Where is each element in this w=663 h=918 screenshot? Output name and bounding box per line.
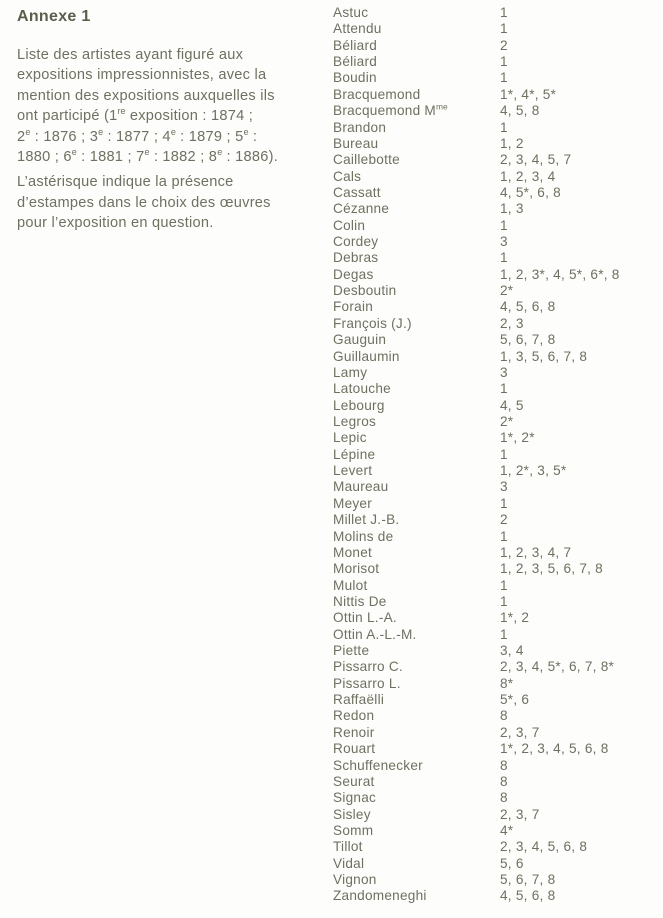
- table-row: [333, 627, 653, 643]
- artist-name: Brandon: [333, 119, 387, 135]
- exhibition-numbers: 5, 6: [500, 855, 524, 871]
- artist-name: Zandomeneghi: [333, 888, 427, 904]
- artist-name: Mulot: [333, 577, 368, 593]
- artist-name: Piette: [333, 643, 370, 659]
- artist-name: Morisot: [333, 561, 380, 577]
- artist-name: Legros: [333, 413, 377, 429]
- exhibition-numbers: 1: [500, 70, 508, 86]
- text-line: mention des expositions auxquelles ils: [17, 87, 275, 104]
- artist-name: Caillebotte: [333, 152, 400, 168]
- text-line: pour l’exposition en question.: [17, 215, 214, 232]
- exhibition-numbers: 1, 2: [500, 135, 524, 151]
- artist-table: [333, 5, 653, 905]
- table-row: [333, 185, 653, 201]
- artist-name: Boudin: [333, 70, 377, 86]
- table-row: [333, 561, 653, 577]
- table-row: [333, 741, 653, 757]
- artist-name: Bracquemond $M^{me}$: [333, 101, 448, 119]
- table-row: [333, 218, 653, 234]
- table-row: [333, 479, 653, 495]
- table-row: [333, 856, 653, 872]
- table-row: [333, 758, 653, 774]
- table-row: [333, 676, 653, 692]
- artist-name: Lepic: [333, 430, 367, 446]
- artist-name: Cézanne: [333, 201, 390, 217]
- table-row: [333, 790, 653, 806]
- text-line: L’astérisque indique la présence: [17, 174, 234, 191]
- exhibition-numbers: 8: [500, 773, 508, 789]
- table-row: [333, 398, 653, 414]
- table-row: [333, 807, 653, 823]
- exhibition-numbers: 1, 2, 3, 5, 6, 7, 8: [500, 561, 603, 577]
- artist-name: Cassatt: [333, 184, 381, 200]
- table-row: [333, 332, 653, 348]
- table-row: [333, 21, 653, 37]
- artist-name: Cals: [333, 168, 362, 184]
- table-row: [333, 430, 653, 446]
- table-row: [333, 349, 653, 365]
- exhibition-numbers: 8*: [500, 675, 514, 691]
- artist-name: Guillaumin: [333, 348, 400, 364]
- artist-name: Molins de: [333, 528, 394, 544]
- exhibition-numbers: 1, 2, 3, 4: [500, 168, 556, 184]
- artist-name: Levert: [333, 463, 373, 479]
- note-paragraph: [17, 172, 319, 233]
- artist-name: Pissarro L.: [333, 675, 401, 691]
- exhibition-numbers: 2, 3, 4, 5, 7: [500, 152, 572, 168]
- table-row: [333, 447, 653, 463]
- artist-name: Béliard: [333, 54, 378, 70]
- artist-name: Béliard: [333, 37, 378, 53]
- exhibition-numbers: 1: [500, 250, 508, 266]
- table-row: [333, 250, 653, 266]
- exhibition-numbers: 4, 5, 8: [500, 103, 540, 119]
- artist-name: Schuffenecker: [333, 757, 423, 773]
- exhibition-numbers: 1: [500, 528, 508, 544]
- exhibition-numbers: 8: [500, 757, 508, 773]
- table-row: [333, 659, 653, 675]
- artist-name: Vidal: [333, 855, 365, 871]
- artist-name: Degas: [333, 266, 374, 282]
- artist-name: Latouche: [333, 381, 391, 397]
- exhibition-numbers: 2*: [500, 413, 514, 429]
- exhibition-numbers: 4, 5*, 6, 8: [500, 184, 561, 200]
- artist-name: François (J.): [333, 315, 412, 331]
- artist-name: Gauguin: [333, 332, 387, 348]
- table-row: [333, 692, 653, 708]
- table-row: [333, 643, 653, 659]
- table-row: [333, 414, 653, 430]
- exhibition-numbers: 3, 4: [500, 643, 524, 659]
- exhibition-numbers: 2: [500, 512, 508, 528]
- table-row: [333, 365, 653, 381]
- exhibition-numbers: 2, 3, 7: [500, 806, 540, 822]
- table-row: [333, 496, 653, 512]
- table-row: [333, 725, 653, 741]
- exhibition-numbers: 1*, 4*, 5*: [500, 86, 557, 102]
- table-row: [333, 872, 653, 888]
- exhibition-numbers: 3: [500, 234, 508, 250]
- exhibition-numbers: 1: [500, 21, 508, 37]
- exhibition-numbers: 1: [500, 5, 508, 20]
- table-row: [333, 54, 653, 70]
- exhibition-numbers: 8: [500, 708, 508, 724]
- exhibition-numbers: 1: [500, 577, 508, 593]
- artist-name: Lamy: [333, 364, 368, 380]
- table-row: [333, 152, 653, 168]
- exhibition-numbers: 1*, 2, 3, 4, 5, 6, 8: [500, 741, 609, 757]
- artist-name: Lépine: [333, 446, 376, 462]
- table-row: [333, 888, 653, 904]
- table-row: [333, 512, 653, 528]
- table-row: [333, 201, 653, 217]
- table-row: [333, 823, 653, 839]
- text-line: 1880 ; 6e : 1881 ; 7e : 1882 ; 8e : 1886).: [17, 147, 279, 166]
- artist-name: Debras: [333, 250, 379, 266]
- artist-name: Maureau: [333, 479, 389, 495]
- exhibition-numbers: 2, 3, 7: [500, 724, 540, 740]
- table-row: [333, 234, 653, 250]
- exhibition-numbers: 1: [500, 495, 508, 511]
- exhibition-numbers: 1: [500, 626, 508, 642]
- artist-name: Somm: [333, 822, 374, 838]
- exhibition-numbers: 2, 3: [500, 315, 524, 331]
- table-row: [333, 545, 653, 561]
- artist-name: Desboutin: [333, 283, 397, 299]
- artist-name: Attendu: [333, 21, 382, 37]
- table-row: [333, 70, 653, 86]
- exhibition-numbers: 1*, 2*: [500, 430, 535, 446]
- artist-name: Lebourg: [333, 397, 385, 413]
- artist-name: Raffaëlli: [333, 692, 385, 708]
- exhibition-numbers: 4, 5, 6, 8: [500, 299, 556, 315]
- artist-name: Sisley: [333, 806, 371, 822]
- artist-name: Renoir: [333, 724, 375, 740]
- artist-name: Nittis De: [333, 593, 387, 609]
- table-row: [333, 169, 653, 185]
- table-row: [333, 839, 653, 855]
- exhibition-numbers: 1*, 2: [500, 610, 530, 626]
- table-row: [333, 283, 653, 299]
- exhibition-numbers: 3: [500, 479, 508, 495]
- artist-name: Ottin A.-L.-M.: [333, 626, 417, 642]
- exhibition-numbers: 1: [500, 446, 508, 462]
- exhibition-numbers: 1: [500, 593, 508, 609]
- table-row: [333, 267, 653, 283]
- text-line: expositions impressionnistes, avec la: [17, 67, 267, 84]
- artist-name: Seurat: [333, 773, 375, 789]
- exhibition-numbers: 1, 2, 3*, 4, 5*, 6*, 8: [500, 266, 620, 282]
- table-row: [333, 610, 653, 626]
- artist-name: Monet: [333, 544, 373, 560]
- artist-name: Forain: [333, 299, 374, 315]
- exhibition-numbers: 5*, 6: [500, 692, 530, 708]
- table-row: [333, 381, 653, 397]
- table-row: [333, 136, 653, 152]
- intro-paragraph: [17, 45, 319, 167]
- table-row: [333, 316, 653, 332]
- artist-name: Rouart: [333, 741, 376, 757]
- exhibition-numbers: 1, 2*, 3, 5*: [500, 463, 567, 479]
- exhibition-numbers: 8: [500, 790, 508, 806]
- artist-name: Ottin L.-A.: [333, 610, 397, 626]
- exhibition-numbers: 1, 3: [500, 201, 524, 217]
- table-row: [333, 103, 653, 119]
- left-column: [17, 8, 319, 234]
- exhibition-numbers: 2, 3, 4, 5*, 6, 7, 8*: [500, 659, 615, 675]
- artist-name: Pissarro C.: [333, 659, 403, 675]
- exhibition-numbers: 3: [500, 364, 508, 380]
- artist-name: Meyer: [333, 495, 373, 511]
- exhibition-numbers: 5, 6, 7, 8: [500, 872, 556, 888]
- table-row: [333, 594, 653, 610]
- exhibition-numbers: 1, 3, 5, 6, 7, 8: [500, 348, 588, 364]
- table-row: [333, 120, 653, 136]
- text-line: d’estampes dans le choix des œuvres: [17, 194, 271, 211]
- artist-name: Vignon: [333, 872, 377, 888]
- exhibition-numbers: 4, 5: [500, 397, 524, 413]
- artist-name: Cordey: [333, 234, 379, 250]
- artist-name: Redon: [333, 708, 375, 724]
- artist-name: Colin: [333, 217, 366, 233]
- text-line: ont participé (1re exposition : 1874 ;: [17, 106, 254, 125]
- exhibition-numbers: 4*: [500, 822, 514, 838]
- artist-name: Astuc: [333, 5, 369, 20]
- artist-name: Tillot: [333, 839, 363, 855]
- text-line: 2e : 1876 ; 3e : 1877 ; 4e : 1879 ; 5e :: [17, 126, 258, 145]
- exhibition-numbers: 2: [500, 37, 508, 53]
- exhibition-numbers: 1: [500, 119, 508, 135]
- artist-name: Bureau: [333, 135, 379, 151]
- table-row: [333, 463, 653, 479]
- artist-name: Bracquemond: [333, 86, 421, 102]
- table-row: [333, 299, 653, 315]
- table-row: [333, 578, 653, 594]
- exhibition-numbers: 2*: [500, 283, 514, 299]
- table-row: [333, 87, 653, 103]
- table-row: [333, 38, 653, 54]
- exhibition-numbers: 1, 2, 3, 4, 7: [500, 544, 572, 560]
- exhibition-numbers: 1: [500, 217, 508, 233]
- artist-name: Millet J.-B.: [333, 512, 400, 528]
- text-line: Liste des artistes ayant figuré aux: [17, 47, 244, 63]
- exhibition-numbers: 1: [500, 381, 508, 397]
- exhibition-numbers: 2, 3, 4, 5, 6, 8: [500, 839, 588, 855]
- table-row: [333, 708, 653, 724]
- exhibition-numbers: 1: [500, 54, 508, 70]
- page-title: Annexe 1: [17, 8, 91, 25]
- table-row: [333, 529, 653, 545]
- exhibition-numbers: 5, 6, 7, 8: [500, 332, 556, 348]
- exhibition-numbers: 4, 5, 6, 8: [500, 888, 556, 904]
- artist-name: Signac: [333, 790, 377, 806]
- table-row: [333, 774, 653, 790]
- table-row: [333, 5, 653, 21]
